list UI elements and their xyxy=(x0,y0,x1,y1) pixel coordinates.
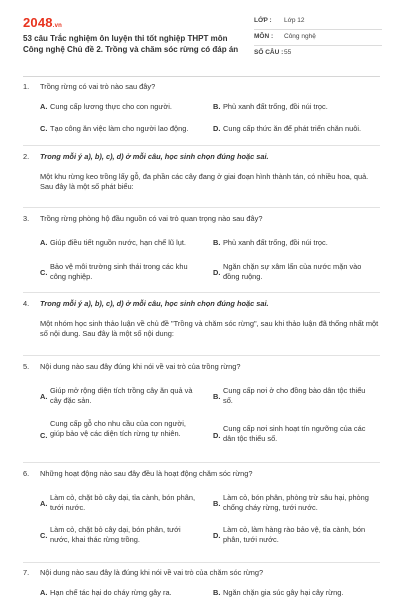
info-value: 55 xyxy=(284,49,292,56)
question-number: 1. xyxy=(23,82,30,91)
info-row-subject xyxy=(254,30,382,46)
option-letter: B. xyxy=(213,238,221,247)
document-header xyxy=(0,0,400,78)
question-3 xyxy=(23,214,380,289)
option-letter: C. xyxy=(40,531,48,540)
option-letter: C. xyxy=(40,431,48,440)
option-letter: D. xyxy=(213,124,221,133)
logo-suffix: .vn xyxy=(52,23,63,29)
info-label: SỐ CÂU : xyxy=(254,49,284,56)
logo-text: 2048 xyxy=(23,15,53,30)
question-text: Trong mỗi ý a), b), c), d) ở mỗi câu, học sinh chọn đúng hoặc sai. xyxy=(40,152,269,161)
question-divider xyxy=(23,207,380,208)
question-4 xyxy=(23,299,380,351)
option-text: Làm cỏ, bón phân, phòng trừ sâu hại, phòng chống cháy rừng, tưới nước. xyxy=(223,493,369,512)
option-letter: B. xyxy=(213,499,221,508)
option-letter: D. xyxy=(213,268,221,277)
option-letter: B. xyxy=(213,102,221,111)
option-letter: D. xyxy=(213,531,221,540)
option-text: Làm cỏ, chặt bỏ cây dại, tỉa cành, bón phân, tưới nước. xyxy=(50,493,196,512)
question-text: Nội dung nào sau đây đúng khi nói về vai trò của trồng rừng? xyxy=(40,362,241,371)
question-7 xyxy=(23,568,380,600)
option-letter: A. xyxy=(40,499,48,508)
question-passage: Một nhóm học sinh thảo luận về chủ đề "Trồng và chăm sóc rừng", sau khi thảo luận đã thống nhất một số nội dung. Sau đây là một số nội dung: xyxy=(40,319,379,338)
option-text: Giúp điều tiết nguồn nước, hạn chế lũ lụt. xyxy=(50,238,186,247)
option-text: Phủ xanh đất trống, đồi núi trọc. xyxy=(223,102,328,111)
question-6 xyxy=(23,469,380,559)
question-text: Trồng rừng có vai trò nào sau đây? xyxy=(40,82,156,91)
info-row-count xyxy=(254,46,382,62)
question-text: Trong mỗi ý a), b), c), d) ở mỗi câu, học sinh chọn đúng hoặc sai. xyxy=(40,299,269,308)
option-text: Bảo vệ môi trường sinh thái trong các khu công nghiệp. xyxy=(50,262,188,281)
question-passage: Một khu rừng keo trồng lấy gỗ, đa phần các cây đang ở giai đoạn hình thành tán, có nhiều hoa, quả. Sau đây là một số phát biểu: xyxy=(40,172,369,191)
option-text: Cung cấp gỗ cho nhu cầu của con người, giúp bảo vệ các diện tích rừng tự nhiên. xyxy=(50,419,186,438)
info-row-class xyxy=(254,14,382,30)
option-text: Phủ xanh đất trống, đồi núi trọc. xyxy=(223,238,328,247)
option-letter: A. xyxy=(40,102,48,111)
option-letter: C. xyxy=(40,268,48,277)
option-text: Làm cỏ, làm hàng rào bảo vệ, tỉa cành, bón phân, tưới nước. xyxy=(223,525,366,544)
info-value: Công nghệ xyxy=(284,33,316,40)
question-number: 2. xyxy=(23,152,30,161)
question-text: Nội dung nào sau đây là đúng khi nói về vai trò của chăm sóc rừng? xyxy=(40,568,264,577)
site-logo[interactable] xyxy=(23,14,62,32)
option-text: Tạo công ăn việc làm cho người lao động. xyxy=(50,124,189,133)
option-letter: B. xyxy=(213,588,221,597)
question-divider xyxy=(23,355,380,356)
option-text: Cung cấp thức ăn để phát triển chăn nuôi. xyxy=(223,124,362,133)
question-divider xyxy=(23,562,380,563)
option-letter: A. xyxy=(40,588,48,597)
option-letter: A. xyxy=(40,238,48,247)
header-divider xyxy=(23,76,380,77)
option-text: Giúp mở rộng diện tích trồng cây ăn quả và cây đặc sản. xyxy=(50,386,193,405)
question-divider xyxy=(23,145,380,146)
option-text: Làm cỏ, chặt bỏ cây dại, bón phân, tưới nước, khai thác rừng trồng. xyxy=(50,525,181,544)
option-text: Cung cấp nơi ở cho đồng bào dân tộc thiểu số. xyxy=(223,386,366,405)
option-text: Cung cấp lương thực cho con người. xyxy=(50,102,172,111)
info-label: LỚP : xyxy=(254,17,272,24)
question-text: Trồng rừng phòng hộ đầu nguồn có vai trò quan trọng nào sau đây? xyxy=(40,214,263,223)
info-value: Lớp 12 xyxy=(284,17,305,24)
question-number: 5. xyxy=(23,362,30,371)
question-divider xyxy=(23,462,380,463)
question-number: 4. xyxy=(23,299,30,308)
question-2 xyxy=(23,152,380,202)
question-number: 6. xyxy=(23,469,30,478)
question-number: 7. xyxy=(23,568,30,577)
option-text: Hạn chế tác hại do cháy rừng gây ra. xyxy=(50,588,172,597)
option-text: Ngăn chặn sự xâm lấn của nước mặn vào đồng ruộng. xyxy=(223,262,362,281)
question-divider xyxy=(23,292,380,293)
info-label: MÔN : xyxy=(254,33,274,40)
info-panel xyxy=(254,14,382,62)
option-letter: C. xyxy=(40,124,48,133)
option-letter: A. xyxy=(40,392,48,401)
option-letter: B. xyxy=(213,392,221,401)
question-5 xyxy=(23,362,380,457)
option-letter: D. xyxy=(213,431,221,440)
option-text: Ngăn chặn gia súc gây hại cây rừng. xyxy=(223,588,344,597)
question-1 xyxy=(23,82,380,142)
question-number: 3. xyxy=(23,214,30,223)
document-title: 53 câu Trắc nghiệm ôn luyện thi tốt nghiệp THPT môn Công nghệ Chủ đề 2. Trồng và chăm sóc rừng có đáp án xyxy=(23,34,239,54)
question-text: Những hoạt động nào sau đây đều là hoạt động chăm sóc rừng? xyxy=(40,469,253,478)
option-text: Cung cấp nơi sinh hoạt tín ngưỡng của các dân tộc thiểu số. xyxy=(223,424,366,443)
